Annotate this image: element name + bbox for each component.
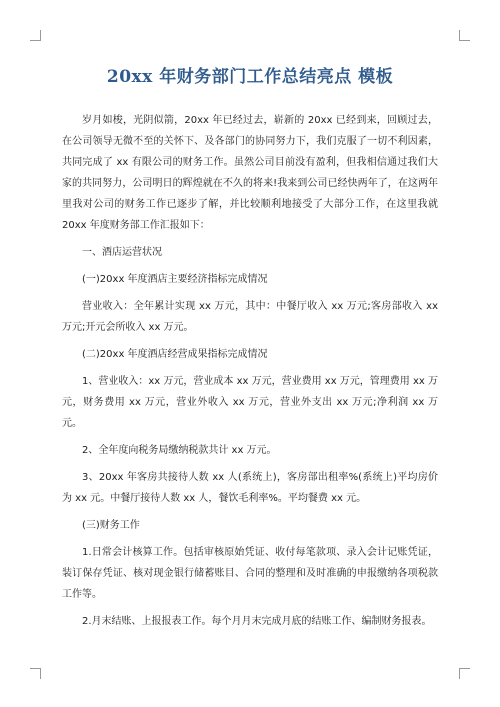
subheading-economic-indicators: (一)20xx 年度酒店主要经济指标完成情况: [82, 274, 268, 285]
paragraph-results-3: 3、20xx 年客房共接待人数 xx 人(系统上)，客房部出租率%(系统上)平均房价为 xx 元。中餐厅接待人数 xx 人，餐饮毛利率%。平均餐费 xx 元。: [62, 472, 438, 504]
document-body: [62, 110, 438, 638]
paragraph-finance-1: 1.日常会计核算工作。包括审核原始凭证、收付每笔款项、录入会计记账凭证，装订保存凭证、核对现金银行储蓄账目、合同的整理和及时准确的申报缴纳各项税款工作等。: [62, 547, 438, 600]
heading-hotel-operations: 一、酒店运营状况: [82, 247, 162, 258]
paragraph-results-1: 1、营业收入：xx 万元，营业成本 xx 万元，营业费用 xx 万元，管理费用 xx 万元，财务费用 xx 万元，营业外收入 xx 万元，营业外支出 xx 万元;净利润 xx 万元。: [62, 376, 438, 429]
corner-mark-top-left: [30, 30, 41, 41]
paragraph-intro: 岁月如梭，光阴似箭，20xx 年已经过去，崭新的 20xx 已经到来，回顾过去，在公司领导无微不至的关怀下、及各部门的协同努力下，我们克服了一切不利因素，共同完成了 xx 有限公司的财务工作。虽然公司目前没有盈利，但我相信通过我们大家的共同努力，公司明日的辉煌就在不久的将来!我来到公司已经快两年了，在这两年里我对公司的财务工作已逐步了解，并比较顺利地接受了大部分工作，在这里我就 20xx 年度财务部工作汇报如下：: [62, 115, 438, 231]
paragraph-finance-2: 2.月末结账、上报报表工作。每个月月末完成月底的结账工作、编制财务报表。: [82, 616, 432, 627]
subheading-finance-work: (三)财务工作: [82, 520, 140, 531]
subheading-operating-results: (二)20xx 年度酒店经营成果指标完成情况: [82, 349, 268, 360]
paragraph-results-2: 2、全年度向税务局缴纳税款共计 xx 万元。: [82, 445, 277, 456]
corner-mark-bottom-left: [30, 668, 41, 679]
corner-mark-top-right: [459, 30, 470, 41]
corner-mark-bottom-right: [459, 668, 470, 679]
document-title: 20xx 年财务部门工作总结亮点 模板: [106, 67, 394, 87]
paragraph-revenue: 营业收入：全年累计实现 xx 万元，其中：中餐厅收入 xx 万元;客房部收入 xx 万元;开元会所收入 xx 万元。: [62, 301, 438, 333]
